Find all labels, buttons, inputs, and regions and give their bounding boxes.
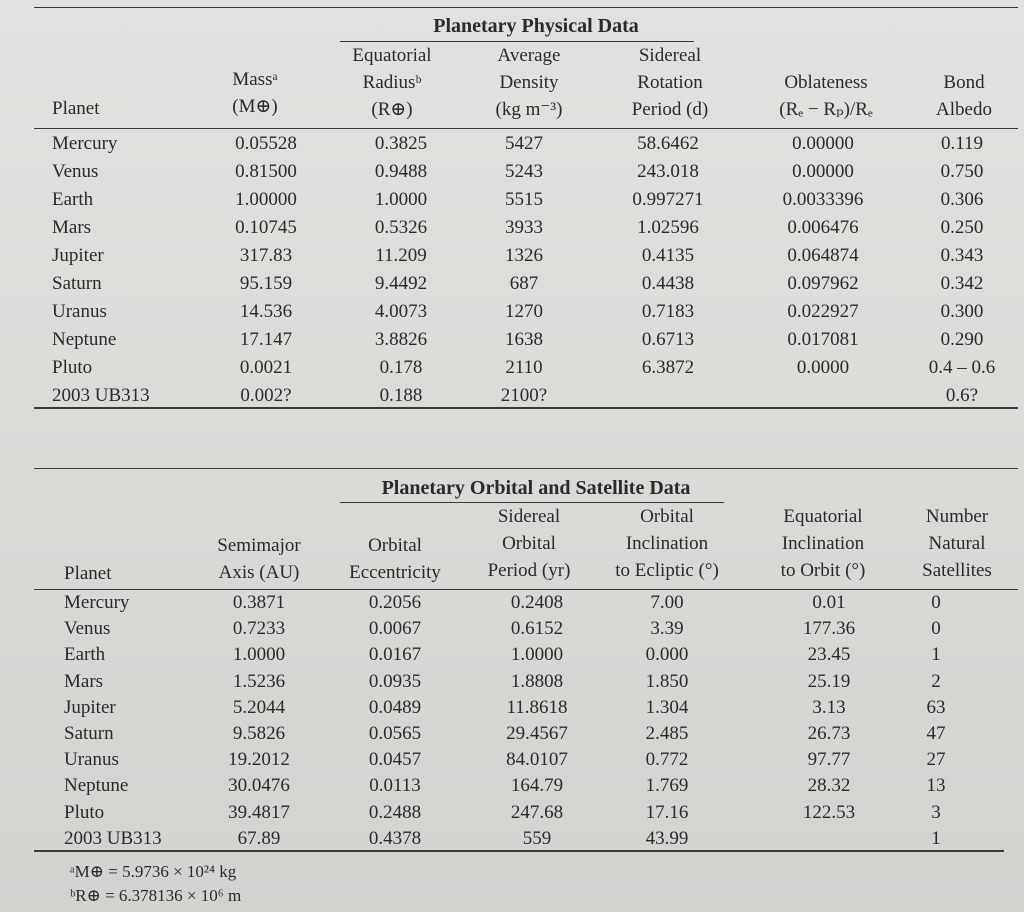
cell-satellites: 63 — [926, 696, 946, 718]
cell-rotation: 0.7183 — [641, 301, 695, 322]
header-orbital-planet: Planet — [64, 563, 112, 584]
cell-planet: Mars — [52, 217, 92, 238]
header-equatorial-3: to Orbit (°) — [780, 560, 866, 581]
cell-planet: Pluto — [52, 357, 93, 378]
cell-inclination: 1.850 — [645, 670, 689, 692]
cell-period: 0.2408 — [510, 592, 564, 613]
cell-density: 1638 — [505, 329, 543, 350]
cell-rotation: 243.018 — [637, 161, 699, 182]
cell-mass: 17.147 — [239, 329, 293, 350]
cell-planet: Saturn — [64, 723, 114, 744]
cell-planet: Mercury — [64, 592, 130, 613]
cell-equatorial-inclination: 177.36 — [802, 618, 856, 640]
cell-oblateness: 0.022927 — [787, 301, 859, 322]
cell-semimajor: 30.0476 — [228, 775, 290, 797]
cell-planet: Mercury — [52, 133, 118, 154]
cell-planet: Mars — [64, 670, 104, 692]
cell-rotation: 58.6462 — [637, 133, 699, 154]
cell-mass: 14.536 — [239, 301, 293, 322]
header-density-1: Average — [497, 45, 561, 66]
cell-inclination: 17.16 — [645, 801, 689, 823]
header-rotation-2: Rotation — [637, 72, 703, 93]
cell-satellites: 2 — [931, 670, 941, 692]
header-planet: Planet — [52, 98, 100, 119]
footnote-radius: ᵇR⊕ = 6.378136 × 10⁶ m — [70, 886, 242, 905]
cell-inclination: 1.769 — [645, 775, 689, 797]
cell-radius: 11.209 — [375, 245, 427, 266]
cell-satellites: 1 — [931, 827, 941, 849]
cell-eccentricity: 0.0489 — [368, 696, 422, 718]
cell-planet: 2003 UB313 — [64, 827, 162, 849]
cell-albedo: 0.342 — [940, 273, 984, 294]
header-semimajor-1: Semimajor — [217, 535, 301, 556]
cell-oblateness: 0.0000 — [796, 357, 850, 378]
cell-oblateness: 0.00000 — [792, 133, 854, 154]
cell-planet: Neptune — [52, 329, 117, 350]
cell-radius: 0.9488 — [374, 161, 428, 182]
header-satellites-2: Natural — [928, 533, 986, 554]
header-rotation-3: Period (d) — [631, 99, 709, 120]
cell-equatorial-inclination: 122.53 — [802, 801, 856, 823]
cell-equatorial-inclination: 0.01 — [812, 592, 846, 613]
header-inclination-2: Inclination — [625, 533, 709, 554]
cell-radius: 4.0073 — [374, 301, 428, 322]
cell-semimajor: 1.5236 — [232, 670, 286, 692]
header-radius-3: (R⊕) — [371, 99, 413, 120]
header-satellites-1: Number — [925, 506, 989, 527]
cell-albedo: 0.119 — [940, 133, 984, 154]
cell-radius: 0.188 — [379, 385, 423, 406]
footnote-mass: ᵃM⊕ = 5.9736 × 10²⁴ kg — [70, 862, 237, 881]
cell-period: 247.68 — [510, 801, 564, 823]
cell-semimajor: 0.7233 — [232, 618, 286, 640]
cell-semimajor: 9.5826 — [232, 723, 286, 744]
cell-satellites: 0 — [931, 618, 941, 640]
cell-rotation: 0.6713 — [641, 329, 695, 350]
cell-radius: 1.0000 — [374, 189, 428, 210]
cell-inclination: 3.39 — [650, 618, 684, 640]
cell-equatorial-inclination: 3.13 — [812, 696, 846, 718]
orbital-header-rule — [34, 589, 1018, 590]
cell-period: 84.0107 — [506, 749, 568, 771]
cell-planet: Earth — [64, 644, 106, 666]
cell-density: 2110 — [505, 357, 543, 378]
cell-equatorial-inclination: 26.73 — [807, 723, 851, 744]
cell-planet: Neptune — [64, 775, 129, 797]
cell-density: 3933 — [505, 217, 543, 238]
header-period-2: Orbital — [502, 533, 556, 554]
cell-period: 0.6152 — [510, 618, 564, 640]
cell-radius: 0.5326 — [374, 217, 428, 238]
orbital-table-title: Planetary Orbital and Satellite Data — [381, 477, 691, 499]
cell-planet: Uranus — [64, 749, 119, 771]
cell-inclination: 0.000 — [645, 644, 689, 666]
cell-density: 1326 — [505, 245, 543, 266]
cell-eccentricity: 0.2488 — [368, 801, 422, 823]
cell-satellites: 3 — [931, 801, 941, 823]
cell-satellites: 0 — [931, 592, 941, 613]
cell-planet: 2003 UB313 — [52, 385, 150, 406]
header-density-3: (kg m⁻³) — [495, 99, 563, 120]
cell-mass: 0.81500 — [235, 161, 297, 182]
cell-density: 687 — [509, 273, 539, 294]
cell-rotation: 6.3872 — [641, 357, 695, 378]
cell-radius: 0.178 — [379, 357, 423, 378]
cell-radius: 9.4492 — [374, 273, 428, 294]
cell-semimajor: 1.0000 — [232, 644, 286, 666]
cell-albedo: 0.290 — [940, 329, 984, 350]
header-equatorial-2: Inclination — [781, 533, 865, 554]
cell-inclination: 2.485 — [645, 723, 689, 744]
header-inclination-3: to Ecliptic (°) — [615, 560, 719, 581]
cell-density: 5515 — [505, 189, 543, 210]
header-oblateness-1: Oblateness — [784, 72, 868, 93]
header-mass-2: (M⊕) — [232, 96, 278, 117]
cell-planet: Earth — [52, 189, 94, 210]
header-oblateness-2: (Rₑ − Rₚ)/Rₑ — [779, 99, 873, 120]
cell-satellites: 27 — [926, 749, 946, 771]
cell-inclination: 1.304 — [645, 696, 689, 718]
cell-equatorial-inclination: 23.45 — [807, 644, 851, 666]
cell-eccentricity: 0.2056 — [368, 592, 422, 613]
cell-planet: Uranus — [52, 301, 107, 322]
header-albedo-2: Albedo — [936, 99, 992, 120]
table-top-rule — [34, 7, 1018, 8]
cell-eccentricity: 0.0457 — [368, 749, 422, 771]
cell-planet: Jupiter — [52, 245, 104, 266]
cell-planet: Saturn — [52, 273, 102, 294]
cell-mass: 0.05528 — [235, 133, 297, 154]
cell-inclination: 7.00 — [650, 592, 684, 613]
header-radius-1: Equatorial — [352, 45, 432, 66]
header-semimajor-2: Axis (AU) — [218, 562, 300, 583]
header-rotation-1: Sidereal — [638, 45, 702, 66]
cell-eccentricity: 0.0113 — [369, 775, 421, 797]
cell-rotation: 1.02596 — [637, 217, 699, 238]
cell-satellites: 47 — [926, 723, 946, 744]
header-equatorial-1: Equatorial — [783, 506, 863, 527]
cell-period: 164.79 — [510, 775, 564, 797]
cell-albedo: 0.750 — [940, 161, 984, 182]
physical-table-title: Planetary Physical Data — [433, 15, 639, 37]
orbital-bottom-rule — [34, 850, 1004, 852]
cell-albedo: 0.300 — [940, 301, 984, 322]
cell-period: 1.0000 — [510, 644, 564, 666]
cell-albedo: 0.4 – 0.6 — [928, 357, 996, 378]
cell-radius: 0.3825 — [374, 133, 428, 154]
cell-satellites: 13 — [926, 775, 946, 797]
header-eccentricity-2: Eccentricity — [349, 562, 441, 583]
cell-semimajor: 67.89 — [237, 827, 281, 849]
cell-oblateness: 0.097962 — [787, 273, 859, 294]
cell-density: 2100? — [500, 385, 548, 406]
cell-mass: 317.83 — [239, 245, 293, 266]
cell-planet: Venus — [64, 618, 111, 640]
cell-density: 5427 — [505, 133, 543, 154]
cell-eccentricity: 0.0067 — [368, 618, 422, 640]
cell-period: 29.4567 — [506, 723, 568, 744]
cell-equatorial-inclination: 25.19 — [807, 670, 851, 692]
cell-period: 1.8808 — [510, 670, 564, 692]
cell-eccentricity: 0.0167 — [368, 644, 422, 666]
header-inclination-1: Orbital — [640, 506, 694, 527]
cell-rotation: 0.4135 — [641, 245, 695, 266]
cell-albedo: 0.6? — [945, 385, 979, 406]
cell-period: 559 — [522, 827, 552, 849]
cell-mass: 1.00000 — [235, 189, 297, 210]
cell-semimajor: 5.2044 — [232, 696, 286, 718]
cell-period: 11.8618 — [506, 696, 568, 718]
cell-mass: 0.10745 — [235, 217, 297, 238]
header-satellites-3: Satellites — [922, 560, 992, 581]
header-radius-2: Radiusᵇ — [362, 72, 422, 93]
cell-inclination: 0.772 — [645, 749, 689, 771]
cell-semimajor: 19.2012 — [228, 749, 290, 771]
cell-eccentricity: 0.0935 — [368, 670, 422, 692]
cell-oblateness: 0.064874 — [787, 245, 859, 266]
cell-equatorial-inclination: 97.77 — [807, 749, 851, 771]
cell-density: 5243 — [505, 161, 543, 182]
cell-eccentricity: 0.0565 — [368, 723, 422, 744]
cell-mass: 0.0021 — [239, 357, 293, 378]
cell-albedo: 0.306 — [940, 189, 984, 210]
cell-inclination: 43.99 — [645, 827, 689, 849]
cell-oblateness: 0.0033396 — [782, 189, 864, 210]
header-rule — [34, 128, 1018, 129]
cell-planet: Pluto — [64, 801, 105, 823]
header-mass-1: Massᵃ — [232, 69, 278, 90]
header-density-2: Density — [499, 72, 559, 93]
cell-satellites: 1 — [931, 644, 941, 666]
cell-albedo: 0.343 — [940, 245, 984, 266]
header-albedo-1: Bond — [943, 72, 985, 93]
orbital-table-top-rule — [34, 468, 1018, 469]
cell-planet: Venus — [52, 161, 99, 182]
table-bottom-rule — [34, 407, 1018, 409]
header-period-1: Sidereal — [497, 506, 561, 527]
cell-mass: 95.159 — [239, 273, 293, 294]
cell-density: 1270 — [505, 301, 543, 322]
cell-planet: Jupiter — [64, 696, 116, 718]
cell-equatorial-inclination: 28.32 — [807, 775, 851, 797]
cell-semimajor: 0.3871 — [232, 592, 286, 613]
cell-rotation: 0.997271 — [632, 189, 704, 210]
header-eccentricity-1: Orbital — [368, 535, 422, 556]
cell-eccentricity: 0.4378 — [368, 827, 422, 849]
cell-oblateness: 0.006476 — [787, 217, 859, 238]
cell-radius: 3.8826 — [374, 329, 428, 350]
cell-oblateness: 0.00000 — [792, 161, 854, 182]
cell-semimajor: 39.4817 — [228, 801, 290, 823]
header-period-3: Period (yr) — [487, 560, 571, 581]
cell-albedo: 0.250 — [940, 217, 984, 238]
cell-oblateness: 0.017081 — [787, 329, 859, 350]
cell-rotation: 0.4438 — [641, 273, 695, 294]
cell-mass: 0.002? — [240, 385, 292, 406]
